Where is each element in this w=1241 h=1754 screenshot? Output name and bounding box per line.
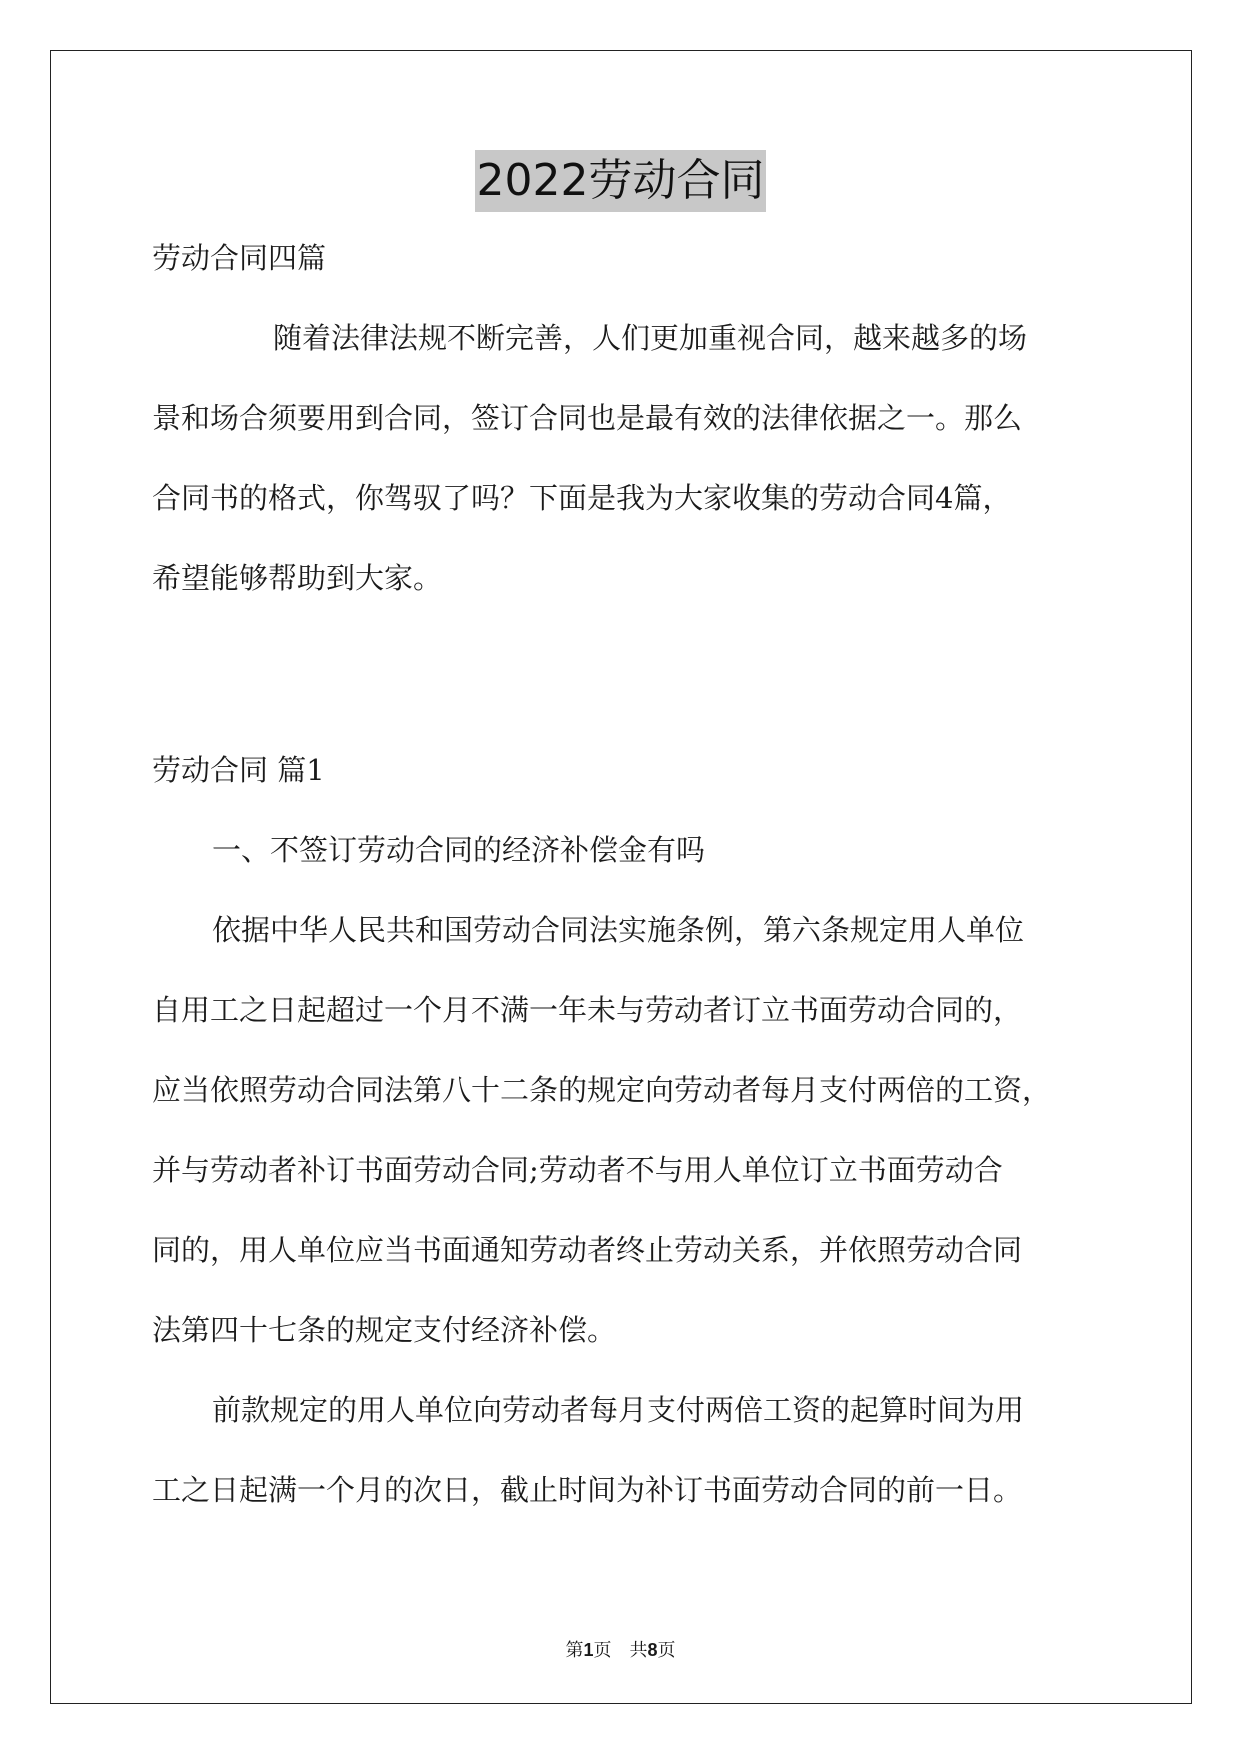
- footer-page-mid: 页 共: [593, 1640, 648, 1661]
- text-line: 劳动合同四篇: [152, 241, 327, 275]
- text-line: 工之日起满一个月的次日，截止时间为补订书面劳动合同的前一日。: [152, 1473, 1023, 1507]
- page-border: [50, 50, 1192, 1704]
- text-line: 应当依照劳动合同法第八十二条的规定向劳动者每月支付两倍的工资，: [152, 1073, 1052, 1107]
- text-line: 前款规定的用人单位向劳动者每月支付两倍工资的起算时间为用: [212, 1393, 1025, 1427]
- text-line: 景和场合须要用到合同，签订合同也是最有效的法律依据之一。那么: [152, 401, 1023, 435]
- footer-page-prefix: 第: [565, 1640, 584, 1661]
- footer-page-suffix: 页: [657, 1640, 676, 1661]
- text-line: 同的，用人单位应当书面通知劳动者终止劳动关系，并依照劳动合同: [152, 1233, 1023, 1267]
- footer-page-total: 8: [647, 1640, 658, 1660]
- document-title: 2022劳动合同: [475, 150, 767, 212]
- title-wrap: [0, 150, 1241, 212]
- text-line: 自用工之日起超过一个月不满一年未与劳动者订立书面劳动合同的，: [152, 993, 1023, 1027]
- text-line: 依据中华人民共和国劳动合同法实施条例，第六条规定用人单位: [212, 913, 1025, 947]
- text-line: 希望能够帮助到大家。: [152, 561, 443, 595]
- text-line: 合同书的格式，你驾驭了吗？下面是我为大家收集的劳动合同4篇，: [152, 481, 1012, 515]
- footer-page-current: 1: [583, 1640, 594, 1660]
- page-footer: [0, 1638, 1241, 1663]
- text-line: 一、不签订劳动合同的经济补偿金有吗: [212, 833, 706, 867]
- section-heading: 劳动合同 篇1: [152, 753, 325, 787]
- text-line: 法第四十七条的规定支付经济补偿。: [152, 1313, 617, 1347]
- text-line: 并与劳动者补订书面劳动合同;劳动者不与用人单位订立书面劳动合: [152, 1153, 1003, 1187]
- text-line: 随着法律法规不断完善，人们更加重视合同，越来越多的场: [273, 321, 1028, 355]
